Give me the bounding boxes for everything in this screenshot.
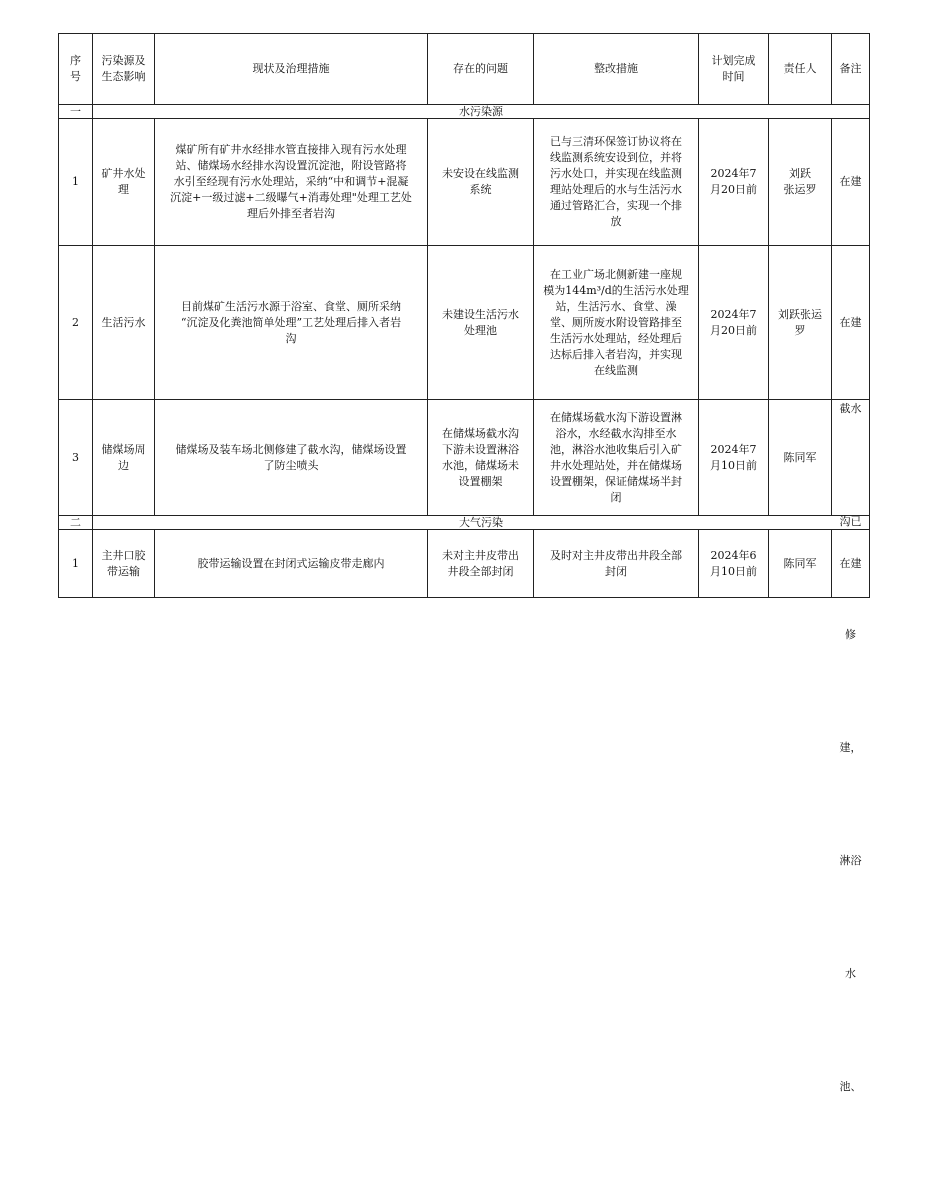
row-seq: 3 (59, 400, 93, 516)
row-seq: 2 (59, 246, 93, 400)
row-time: 2024年6 月10日前 (699, 530, 769, 598)
row-owner: 刘跃张运 罗 (769, 246, 832, 400)
section-title: 水污染源 (93, 105, 870, 119)
row-seq: 1 (59, 119, 93, 246)
row-source: 主井口胶 带运输 (93, 530, 155, 598)
row-note: 在建 (832, 246, 870, 400)
row-measure: 在储煤场截水沟下游设置淋 浴水，水经截水沟排至水 池，淋浴水池收集后引入矿 井水处理站处，并在储煤场 设置棚架，保证储煤场半封 闭 (534, 400, 699, 516)
header-status: 现状及治理措施 (155, 34, 428, 105)
section-row-water (59, 105, 870, 119)
row-status: 储煤场及装车场北侧修建了截水沟，储煤场设置 了防尘喷头 (155, 400, 428, 516)
section-num: 二 (59, 516, 93, 530)
section-title: 大气污染 (93, 516, 870, 530)
row-owner: 陈同军 (769, 400, 832, 516)
header-measure: 整改措施 (534, 34, 699, 105)
row-status: 目前煤矿生活污水源于浴室、食堂、厕所采纳 “沉淀及化粪池简单处理”工艺处理后排入者岩 沟 (155, 246, 428, 400)
row-source: 生活污水 (93, 246, 155, 400)
table-row (59, 400, 870, 516)
row-problem: 未建设生活污水 处理池 (428, 246, 534, 400)
row-seq: 1 (59, 530, 93, 598)
row-problem: 在储煤场截水沟 下游未设置淋浴 水池，储煤场未 设置棚架 (428, 400, 534, 516)
row-measure: 及时对主井皮带出井段全部 封闭 (534, 530, 699, 598)
row-time: 2024年7 月20日前 (699, 246, 769, 400)
header-owner: 责任人 (769, 34, 832, 105)
row-source: 储煤场周 边 (93, 400, 155, 516)
header-row (59, 34, 870, 105)
header-source: 污染源及 生态影响 (93, 34, 155, 105)
row-note: 在建 (832, 119, 870, 246)
row-note: 在建 (832, 530, 870, 598)
row-problem: 未对主井皮带出 井段全部封闭 (428, 530, 534, 598)
row-measure: 在工业广场北侧新建一座规 模为144m³/d的生活污水处理 站，生活污水、食堂、澡 堂、厕所废水附设管路排至 生活污水处理站，经处理后 达标后排入者岩沟，并实现 在线监测 (534, 246, 699, 400)
row-status: 胶带运输设置在封闭式运输皮带走廊内 (155, 530, 428, 598)
section-row-air (59, 516, 870, 530)
row-owner: 陈同军 (769, 530, 832, 598)
row-status: 煤矿所有矿井水经排水管直接排入现有污水处理 站、储煤场水经排水沟设置沉淀池，附设管路将 水引至经现有污水处理站，采纳“中和调节+混凝 沉淀+一级过滤+二级曝气+消毒处理"处理工艺处 理后外排至者岩沟 (155, 119, 428, 246)
table-row (59, 119, 870, 246)
row-note: 截水 沟已 修 建， 淋浴 水 池、 (832, 400, 870, 516)
section-num: 一 (59, 105, 93, 119)
row-source: 矿井水处 理 (93, 119, 155, 246)
header-seq: 序 号 (59, 34, 93, 105)
header-plan-time: 计划完成 时间 (699, 34, 769, 105)
header-note: 备注 (832, 34, 870, 105)
row-time: 2024年7 月20日前 (699, 119, 769, 246)
rectification-table (58, 33, 870, 1093)
table-row (59, 530, 870, 598)
row-measure: 已与三清环保签订协议将在 线监测系统安设到位，并将 污水处口，并实现在线监测 理站处理后的水与生活污水 通过管路汇合，实现一个排 放 (534, 119, 699, 246)
row-time: 2024年7 月10日前 (699, 400, 769, 516)
row-owner: 刘跃 张运罗 (769, 119, 832, 246)
header-problem: 存在的问题 (428, 34, 534, 105)
table-row (59, 246, 870, 400)
row-problem: 未安设在线监测 系统 (428, 119, 534, 246)
